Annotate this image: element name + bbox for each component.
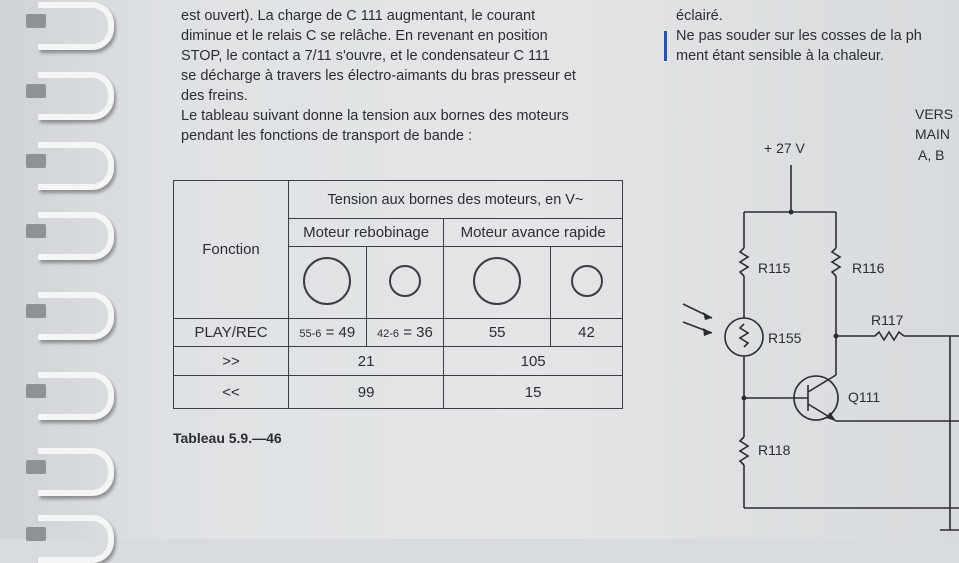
table-row bbox=[174, 376, 623, 409]
text-line: Le tableau suivant donne la tension aux bornes des moteurs bbox=[181, 108, 569, 124]
side-label: A, B bbox=[918, 147, 945, 163]
r117-label: R117 bbox=[871, 312, 904, 328]
warning-marker bbox=[664, 31, 667, 61]
row-label: PLAY/REC bbox=[174, 319, 289, 347]
binding-ring bbox=[38, 212, 114, 260]
binding-ring bbox=[38, 72, 114, 120]
large-motor-icon bbox=[444, 247, 551, 319]
r155-label: R155 bbox=[768, 330, 802, 346]
table-cell: 99 bbox=[289, 376, 444, 409]
binding-ring bbox=[38, 292, 114, 340]
text-line: est ouvert). La charge de C 111 augmentant, le courant bbox=[181, 8, 536, 24]
q111-label: Q111 bbox=[848, 389, 881, 405]
row-label: >> bbox=[174, 347, 289, 376]
table-cell: 21 bbox=[289, 347, 444, 376]
small-motor-icon bbox=[366, 247, 444, 319]
binding-ring bbox=[38, 142, 114, 190]
r115-label: R115 bbox=[758, 260, 791, 276]
binding-ring bbox=[38, 372, 114, 420]
side-label: MAIN bbox=[915, 126, 950, 142]
r116-label: R116 bbox=[852, 260, 885, 276]
body-text-left bbox=[181, 6, 631, 146]
header-moteur-rebobinage: Moteur rebobinage bbox=[289, 219, 444, 247]
motor-voltage-table bbox=[173, 180, 623, 409]
table-cell: 42-6 = 36 bbox=[366, 319, 444, 347]
body-text-right bbox=[676, 6, 959, 66]
text-line: STOP, le contact a 7/11 s'ouvre, et le condensateur C 111 bbox=[181, 48, 550, 64]
binding-ring bbox=[38, 515, 114, 563]
r118-label: R118 bbox=[758, 442, 791, 458]
table-row bbox=[174, 319, 623, 347]
binding-ring bbox=[38, 2, 114, 50]
table-cell: 55-6 = 49 bbox=[289, 319, 367, 347]
text-line: Ne pas souder sur les cosses de la ph bbox=[676, 28, 922, 44]
table-cell: 42 bbox=[551, 319, 623, 347]
header-moteur-avance: Moteur avance rapide bbox=[444, 219, 623, 247]
table-row bbox=[174, 347, 623, 376]
header-fonction: Fonction bbox=[174, 181, 289, 319]
circuit-schematic bbox=[660, 140, 959, 539]
row-label: << bbox=[174, 376, 289, 409]
text-line: pendant les fonctions de transport de bande : bbox=[181, 128, 473, 144]
text-line: se décharge à travers les électro-aimants du bras presseur et bbox=[181, 68, 576, 84]
text-line: des freins. bbox=[181, 88, 248, 104]
text-line: éclairé. bbox=[676, 8, 723, 24]
binding-ring bbox=[38, 448, 114, 496]
table-caption: Tableau 5.9.—46 bbox=[173, 430, 282, 446]
side-label: VERS bbox=[915, 106, 954, 122]
supply-label: + 27 V bbox=[764, 140, 805, 156]
text-line: ment étant sensible à la chaleur. bbox=[676, 48, 884, 64]
large-motor-icon bbox=[289, 247, 367, 319]
table-cell: 105 bbox=[444, 347, 623, 376]
header-tension: Tension aux bornes des moteurs, en V~ bbox=[289, 181, 623, 219]
table-cell: 55 bbox=[444, 319, 551, 347]
table-cell: 15 bbox=[444, 376, 623, 409]
text-line: diminue et le relais C se relâche. En revenant en position bbox=[181, 28, 548, 44]
small-motor-icon bbox=[551, 247, 623, 319]
